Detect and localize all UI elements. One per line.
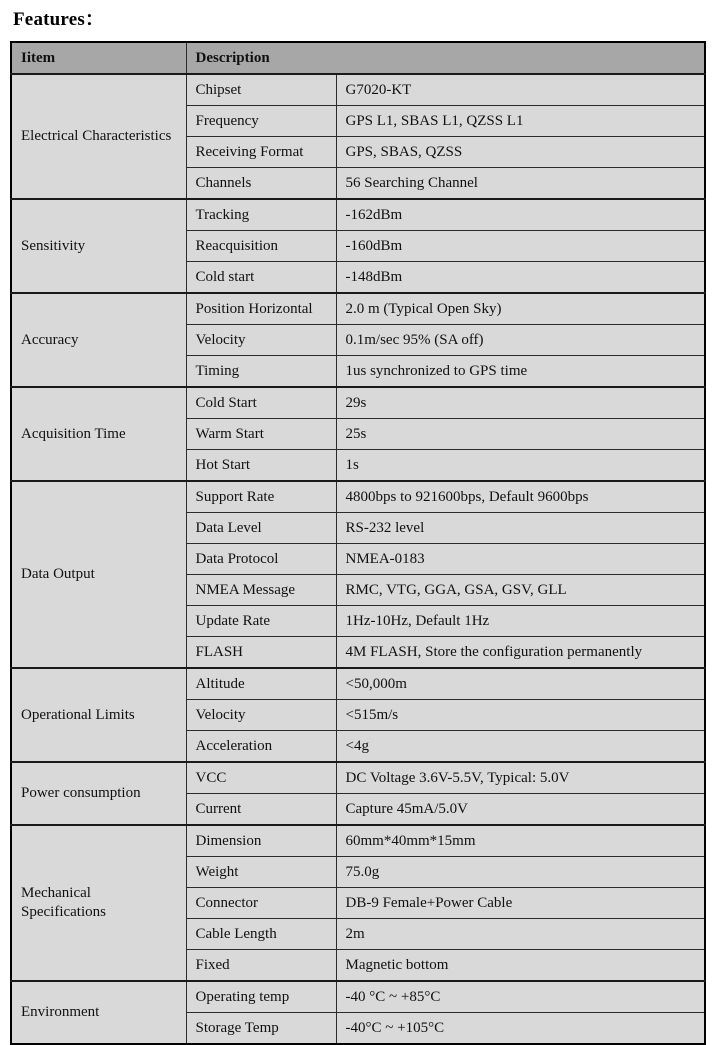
- spec-value-cell: 29s: [336, 387, 705, 419]
- features-spec-table: [10, 41, 706, 1045]
- spec-label-cell: VCC: [186, 762, 336, 794]
- spec-value-cell: -162dBm: [336, 199, 705, 231]
- spec-label-cell: Channels: [186, 168, 336, 200]
- spec-value-cell: GPS, SBAS, QZSS: [336, 137, 705, 168]
- spec-label-cell: Data Protocol: [186, 544, 336, 575]
- group-name-cell: Operational Limits: [11, 668, 186, 762]
- spec-value-cell: RS-232 level: [336, 513, 705, 544]
- table-row: [11, 199, 705, 231]
- spec-label-cell: Cold start: [186, 262, 336, 294]
- group-name-cell: Data Output: [11, 481, 186, 668]
- spec-label-cell: Reacquisition: [186, 231, 336, 262]
- spec-label-cell: Altitude: [186, 668, 336, 700]
- spec-label-cell: FLASH: [186, 637, 336, 669]
- spec-label-cell: Weight: [186, 857, 336, 888]
- spec-label-cell: Fixed: [186, 950, 336, 982]
- spec-value-cell: NMEA-0183: [336, 544, 705, 575]
- spec-label-cell: Velocity: [186, 325, 336, 356]
- spec-label-cell: Update Rate: [186, 606, 336, 637]
- spec-label-cell: Warm Start: [186, 419, 336, 450]
- spec-value-cell: Capture 45mA/5.0V: [336, 794, 705, 826]
- spec-value-cell: GPS L1, SBAS L1, QZSS L1: [336, 106, 705, 137]
- spec-label-cell: Storage Temp: [186, 1013, 336, 1045]
- spec-value-cell: 1us synchronized to GPS time: [336, 356, 705, 388]
- spec-value-cell: 25s: [336, 419, 705, 450]
- spec-label-cell: Acceleration: [186, 731, 336, 763]
- spec-label-cell: Current: [186, 794, 336, 826]
- table-row: [11, 387, 705, 419]
- spec-label-cell: Timing: [186, 356, 336, 388]
- group-name-cell: Accuracy: [11, 293, 186, 387]
- spec-value-cell: -40°C ~ +105°C: [336, 1013, 705, 1045]
- spec-value-cell: -160dBm: [336, 231, 705, 262]
- spec-label-cell: Cold Start: [186, 387, 336, 419]
- spec-value-cell: 4800bps to 921600bps, Default 9600bps: [336, 481, 705, 513]
- spec-value-cell: G7020-KT: [336, 74, 705, 106]
- spec-label-cell: Connector: [186, 888, 336, 919]
- table-row: [11, 481, 705, 513]
- page-title: Features：: [13, 9, 105, 30]
- table-row: [11, 74, 705, 106]
- spec-value-cell: 4M FLASH, Store the configuration permanently: [336, 637, 705, 669]
- table-row: [11, 981, 705, 1013]
- spec-value-cell: 0.1m/sec 95% (SA off): [336, 325, 705, 356]
- spec-label-cell: Cable Length: [186, 919, 336, 950]
- spec-label-cell: Receiving Format: [186, 137, 336, 168]
- spec-value-cell: -40 °C ~ +85°C: [336, 981, 705, 1013]
- spec-value-cell: 75.0g: [336, 857, 705, 888]
- spec-value-cell: RMC, VTG, GGA, GSA, GSV, GLL: [336, 575, 705, 606]
- spec-value-cell: 60mm*40mm*15mm: [336, 825, 705, 857]
- spec-value-cell: 1s: [336, 450, 705, 482]
- group-name-cell: Acquisition Time: [11, 387, 186, 481]
- group-name-cell: Environment: [11, 981, 186, 1044]
- spec-value-cell: 2m: [336, 919, 705, 950]
- spec-label-cell: Hot Start: [186, 450, 336, 482]
- spec-value-cell: Magnetic bottom: [336, 950, 705, 982]
- spec-label-cell: Tracking: [186, 199, 336, 231]
- group-name-cell: Sensitivity: [11, 199, 186, 293]
- spec-label-cell: Frequency: [186, 106, 336, 137]
- table-row: [11, 825, 705, 857]
- table-header: [11, 42, 705, 74]
- table-row: [11, 762, 705, 794]
- spec-label-cell: Velocity: [186, 700, 336, 731]
- header-item-cell: Iitem: [11, 42, 186, 74]
- group-name-cell: Mechanical Specifications: [11, 825, 186, 981]
- spec-value-cell: DB-9 Female+Power Cable: [336, 888, 705, 919]
- spec-value-cell: 2.0 m (Typical Open Sky): [336, 293, 705, 325]
- spec-value-cell: <50,000m: [336, 668, 705, 700]
- spec-value-cell: <4g: [336, 731, 705, 763]
- spec-label-cell: Dimension: [186, 825, 336, 857]
- spec-value-cell: <515m/s: [336, 700, 705, 731]
- spec-label-cell: Chipset: [186, 74, 336, 106]
- group-name-cell: Electrical Characteristics: [11, 74, 186, 199]
- spec-label-cell: Support Rate: [186, 481, 336, 513]
- spec-label-cell: NMEA Message: [186, 575, 336, 606]
- spec-label-cell: Position Horizontal: [186, 293, 336, 325]
- spec-label-cell: Operating temp: [186, 981, 336, 1013]
- spec-value-cell: -148dBm: [336, 262, 705, 294]
- header-row: [11, 42, 705, 74]
- spec-value-cell: 1Hz-10Hz, Default 1Hz: [336, 606, 705, 637]
- spec-label-cell: Data Level: [186, 513, 336, 544]
- group-name-cell: Power consumption: [11, 762, 186, 825]
- table-row: [11, 293, 705, 325]
- table-row: [11, 668, 705, 700]
- header-description-cell: Description: [186, 42, 705, 74]
- spec-table-body: [11, 74, 705, 1044]
- spec-value-cell: DC Voltage 3.6V-5.5V, Typical: 5.0V: [336, 762, 705, 794]
- spec-value-cell: 56 Searching Channel: [336, 168, 705, 200]
